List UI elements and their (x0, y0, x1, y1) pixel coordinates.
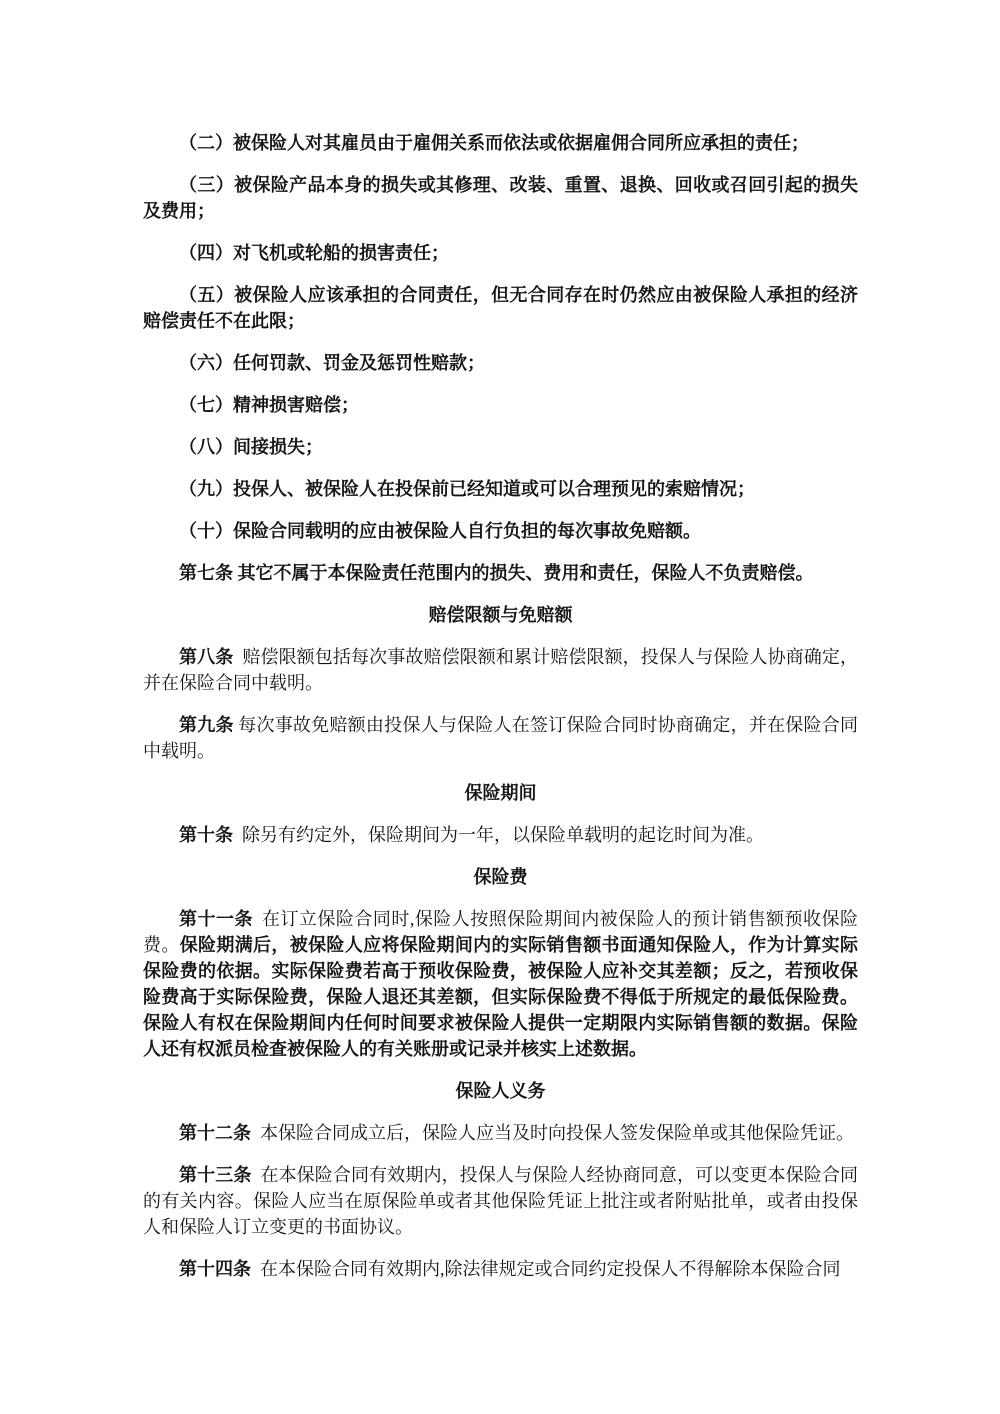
section-heading-insurance-period: 保险期间 (464, 783, 537, 803)
clause-8-label: 第八条 (179, 647, 234, 667)
clause-11-label: 第十一条 (179, 909, 253, 929)
exclusion-item-7: （七）精神损害赔偿； (179, 395, 359, 415)
document-body (143, 0, 858, 1298)
clause-7 (143, 560, 858, 586)
clause-14-text: 在本保险合同有效期内,除法律规定或合同约定投保人不得解除本保险合同 (260, 1259, 841, 1279)
clause-12-label: 第十二条 (179, 1123, 251, 1143)
exclusion-item-8: （八）间接损失； (179, 437, 323, 457)
clause-13-text: 在本保险合同有效期内，投保人与保险人经协商同意，可以变更本保险合同的有关内容。保险人应当在原保险单或者其他保险凭证上批注或者附贴批单，或者由投保人和保险人订立变更的书面协议。 (143, 1165, 859, 1237)
exclusion-item-3: （三）被保险产品本身的损失或其修理、改装、重置、退换、回收或召回引起的损失及费用； (143, 175, 858, 221)
clause-10 (143, 822, 858, 848)
clause-9-label: 第九条 (179, 715, 234, 735)
section-heading-premium: 保险费 (473, 867, 528, 887)
clause-13 (143, 1162, 858, 1240)
clause-13-label: 第十三条 (179, 1165, 252, 1185)
clause-11-text-bold: 保险期满后，被保险人应将保险期间内的实际销售额书面通知保险人，作为计算实际保险费的依据。实际保险费若高于预收保险费，被保险人应补交其差额；反之，若预收保险费高于实际保险费，保险人退还其差额，但实际保险费不得低于所规定的最低保险费。保险人有权在保险期间内任何时间要求被保险人提供一定期限内实际销售额的数据。保险人还有权派员检查被保险人的有关账册或记录并核实上述数据。 (143, 935, 858, 1059)
clause-12 (143, 1120, 858, 1146)
clause-11 (143, 906, 858, 1062)
clause-14-label: 第十四条 (179, 1259, 251, 1279)
exclusion-item-5: （五）被保险人应该承担的合同责任，但无合同存在时仍然应由被保险人承担的经济赔偿责任不在此限； (143, 285, 858, 331)
exclusion-item-10: （十）保险合同载明的应由被保险人自行负担的每次事故免赔额。 (179, 521, 701, 541)
exclusion-item-2: （二）被保险人对其雇员由于雇佣关系而依法或依据雇佣合同所应承担的责任； (179, 133, 809, 153)
clause-8 (143, 644, 858, 696)
clause-14 (143, 1256, 858, 1282)
clause-7-label: 第七条 (179, 563, 233, 583)
clause-12-text: 本保险合同成立后，保险人应当及时向投保人签发保险单或其他保险凭证。 (260, 1123, 854, 1143)
clause-8-text: 赔偿限额包括每次事故赔偿限额和累计赔偿限额，投保人与保险人协商确定，并在保险合同中载明。 (143, 647, 859, 693)
clause-7-text: 其它不属于本保险责任范围内的损失、费用和责任，保险人不负责赔偿。 (237, 563, 814, 583)
clause-11-text-regular: 在订立保险合同时,保险人按照保险期间内被保险人的预计销售额预收保险费。 (143, 909, 859, 955)
clause-10-label: 第十条 (179, 825, 233, 845)
clause-9 (143, 712, 858, 764)
exclusion-item-6: （六）任何罚款、罚金及惩罚性赔款； (179, 353, 485, 373)
clause-9-text: 每次事故免赔额由投保人与保险人在签订保险合同时协商确定，并在保险合同中载明。 (143, 715, 859, 761)
section-heading-indemnity-limit: 赔偿限额与免赔额 (428, 605, 573, 625)
exclusion-item-4: （四）对飞机或轮船的损害责任； (179, 243, 449, 263)
exclusion-item-9: （九）投保人、被保险人在投保前已经知道或可以合理预见的索赔情况； (179, 479, 755, 499)
clause-10-text: 除另有约定外，保险期间为一年，以保险单载明的起讫时间为准。 (242, 825, 764, 845)
section-heading-insurer-obligations: 保险人义务 (455, 1081, 546, 1101)
